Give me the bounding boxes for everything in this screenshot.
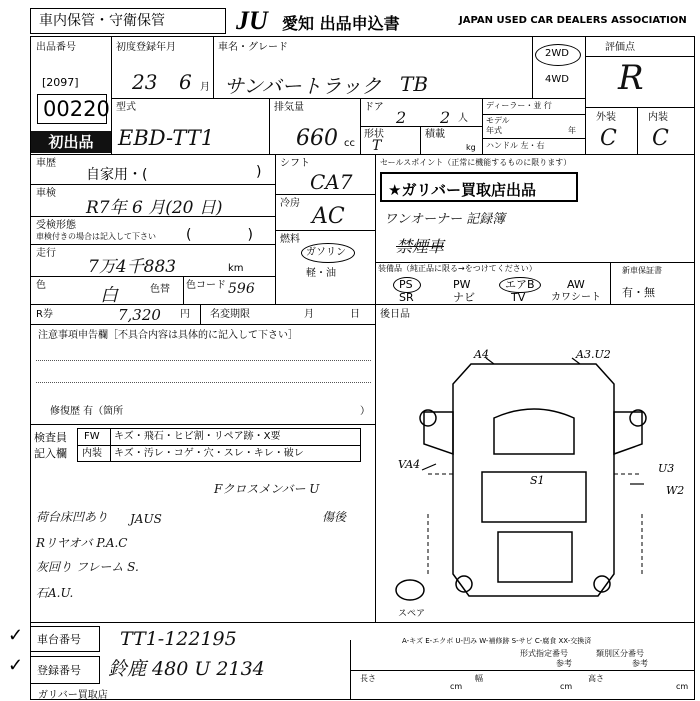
damage-mark-a4: A4 — [474, 348, 489, 361]
length-label: 長さ — [360, 674, 376, 683]
first-registration-year: 23 — [132, 70, 158, 94]
name-change-month: 月 — [304, 309, 314, 320]
equip-airbag: エアB — [505, 278, 535, 291]
color-label: 色 — [36, 280, 46, 291]
class-number-ref: 参考 — [632, 659, 648, 668]
model-label: 型式 — [116, 102, 136, 113]
plate-label: 登録番号 — [37, 664, 81, 677]
car-name-value: サンバートラック — [224, 74, 382, 98]
recycle-unit: 円 — [180, 309, 190, 320]
check-mark-2: ✓ — [8, 655, 24, 676]
load-label: 積載 — [425, 129, 445, 140]
association-name: JAPAN USED CAR DEALERS ASSOCIATION — [459, 15, 687, 26]
equip-seat: カワシート — [551, 292, 601, 303]
inspector-note-1: Fクロスメンバー U — [214, 482, 320, 496]
recycle-value: 7,320 — [118, 306, 161, 324]
drive-2wd: 2WD — [545, 48, 569, 59]
width-label: 幅 — [475, 674, 483, 683]
model-designation-ref: 参考 — [556, 659, 572, 668]
drive-4wd: 4WD — [545, 74, 569, 85]
damage-mark-s1: S1 — [530, 474, 545, 487]
selling-points-label: セールスポイント（正常に機能するものに限ります） — [380, 158, 572, 167]
selling-point-2: 禁煙車 — [396, 237, 445, 256]
dealer-year-label: 年式 — [486, 126, 502, 135]
interior-value: C — [652, 126, 669, 151]
damage-mark-w2: W2 — [666, 484, 685, 497]
displacement-unit: cc — [344, 138, 355, 149]
doors-label: ドア — [364, 102, 384, 113]
gulliver-stamp-text: ★ガリバー買取店出品 — [388, 181, 536, 199]
car-name-label: 車名・グレード — [218, 42, 288, 53]
ac-value: AC — [312, 204, 345, 229]
mileage-value: 7万4千883 — [88, 257, 177, 277]
fuel-diesel: 軽・油 — [306, 268, 336, 279]
usage-value: 自家用・( — [86, 167, 148, 183]
storage-label: 車内保管・守衛保管 — [39, 13, 165, 29]
equip-aw: AW — [567, 278, 585, 291]
equip-ps: PS — [399, 278, 413, 291]
inspector-label-2: 記入欄 — [34, 447, 67, 460]
height-unit: cm — [676, 682, 689, 691]
check-mark-1: ✓ — [8, 625, 24, 646]
shift-label: シフト — [280, 158, 310, 169]
warranty-options: 有・無 — [622, 286, 655, 299]
notes-label: 注意事項申告欄［不具合内容は具体的に記入して下さい］ — [38, 330, 298, 341]
interior-items: キズ・汚レ・コゲ・穴・スレ・キレ・破レ — [114, 448, 304, 459]
recycle-label: R券 — [36, 309, 53, 320]
lot-number: 00220 — [43, 97, 110, 121]
car-grade-value: TB — [400, 72, 429, 96]
shape-label: 形状 — [364, 129, 384, 140]
month-unit: 月 — [200, 82, 210, 93]
model-designation-label: 形式指定番号 — [520, 649, 568, 658]
length-unit: cm — [450, 682, 463, 691]
repair-history: 修復歴 有（箇所 — [50, 406, 124, 417]
inspector-label-1: 検査員 — [34, 431, 67, 444]
shape-value: T — [372, 138, 382, 154]
seats-value: 2 — [440, 108, 451, 127]
equip-airbag-circle — [499, 277, 541, 293]
color-change-label: 色替 — [150, 284, 170, 295]
interior-head: 内装 — [82, 448, 102, 459]
first-listing-badge: 初出品 — [31, 131, 111, 153]
usage-label: 車歴 — [36, 158, 56, 169]
equip-pw: PW — [453, 278, 471, 291]
ac-label: 冷房 — [280, 198, 300, 209]
inspection-value: R7年 6 月(20 日) — [86, 198, 223, 218]
fw-items: キズ・飛石・ヒビ割・リペア跡・X要 — [114, 431, 281, 442]
inspection-label: 車検 — [36, 188, 56, 199]
exterior-value: C — [600, 126, 617, 151]
fw-head: FW — [84, 431, 100, 442]
equip-tv: TV — [511, 291, 526, 304]
shift-value: CA7 — [310, 170, 353, 194]
damage-legend: A-キズ E-エクボ U-凹み W-補修跡 S-サビ C-腐食 XX-交換済 — [402, 637, 592, 645]
chassis-label-box — [30, 626, 100, 652]
displacement-value: 660 — [296, 126, 338, 151]
first-registration-month: 6 — [179, 70, 192, 94]
first-registration-label: 初度登録年月 — [116, 42, 176, 53]
vehicle-diagram — [376, 324, 694, 622]
acceptance-note: 車検付きの場合は記入して下さい — [36, 232, 156, 241]
gulliver-stamp — [380, 172, 578, 202]
inspector-note-6: 灰回り フレーム S. — [36, 560, 139, 574]
warranty-label: 新車保証書 — [622, 266, 662, 275]
color-code-label: 色コード — [186, 280, 226, 291]
lot-label: 出品番号 — [36, 42, 76, 53]
interior-label: 内装 — [648, 112, 668, 123]
later-items-label: 後日品 — [380, 309, 410, 320]
displacement-label: 排気量 — [274, 102, 304, 113]
name-change-day: 日 — [350, 309, 360, 320]
dealer-model-label: モデル — [486, 116, 510, 125]
handle-row: ハンドル 左・右 — [486, 141, 545, 150]
mileage-unit: km — [228, 263, 244, 274]
doors-value: 2 — [396, 108, 407, 127]
width-unit: cm — [560, 682, 573, 691]
storage-box — [30, 8, 226, 34]
form-title: 愛知 出品申込書 — [282, 14, 400, 33]
plate-label-box — [30, 656, 100, 684]
equipment-grid — [375, 276, 610, 304]
ju-logo: JU — [236, 6, 268, 35]
plate-value: 鈴鹿 480 U 2134 — [108, 658, 265, 680]
equip-ps-circle — [393, 277, 421, 293]
class-number-label: 類別区分番号 — [596, 649, 644, 658]
inspector-note-4: 傷後 — [322, 510, 347, 524]
chassis-label: 車台番号 — [37, 633, 81, 646]
chassis-value: TT1-122195 — [120, 628, 237, 650]
load-unit: kg — [466, 143, 476, 152]
lot-number-box — [37, 94, 110, 124]
color-code-value: 596 — [228, 281, 255, 297]
equip-navi: ナビ — [453, 291, 475, 304]
inspector-note-2: 荷台床凹あり — [36, 510, 109, 524]
model-value: EBD-TT1 — [118, 126, 215, 150]
damage-mark-a3u2: A3.U2 — [576, 348, 611, 361]
acceptance-label: 受検形態 — [36, 220, 76, 231]
exterior-label: 外装 — [596, 112, 616, 123]
fuel-gasoline: ガソリン — [306, 247, 346, 258]
bottom-label: ガリバー買取店 — [38, 690, 108, 701]
fuel-label: 燃料 — [280, 234, 300, 245]
seats-unit: 人 — [458, 113, 468, 124]
rating-value: R — [618, 58, 644, 98]
dealer-row: ディーラー・並 行 — [486, 101, 552, 110]
usage-close: ) — [256, 164, 262, 180]
lot-small-number: [2097] — [42, 76, 79, 89]
selling-point-1: ワンオーナー 記録簿 — [384, 212, 506, 227]
inspector-note-5: Rリヤオバ P.A.C — [36, 536, 128, 550]
damage-mark-u3: U3 — [658, 462, 675, 475]
color-value: 白 — [100, 285, 118, 306]
mileage-label: 走行 — [36, 248, 56, 259]
dealer-year-unit: 年 — [568, 126, 576, 135]
equipment-label: 装備品（純正品に限る→をつけてください） — [378, 264, 537, 273]
rating-label: 評価点 — [605, 42, 635, 53]
repair-history-close: ） — [360, 406, 370, 417]
equip-sr: SR — [399, 291, 414, 304]
inspector-note-3: JAUS — [130, 512, 162, 526]
name-change-label: 名変期限 — [210, 309, 250, 320]
damage-mark-va4: VA4 — [398, 458, 421, 471]
spare-label: スペア — [398, 609, 426, 619]
inspector-note-7: 石A.U. — [36, 586, 74, 600]
acceptance-brackets: ( ) — [186, 227, 253, 243]
height-label: 高さ — [588, 674, 604, 683]
